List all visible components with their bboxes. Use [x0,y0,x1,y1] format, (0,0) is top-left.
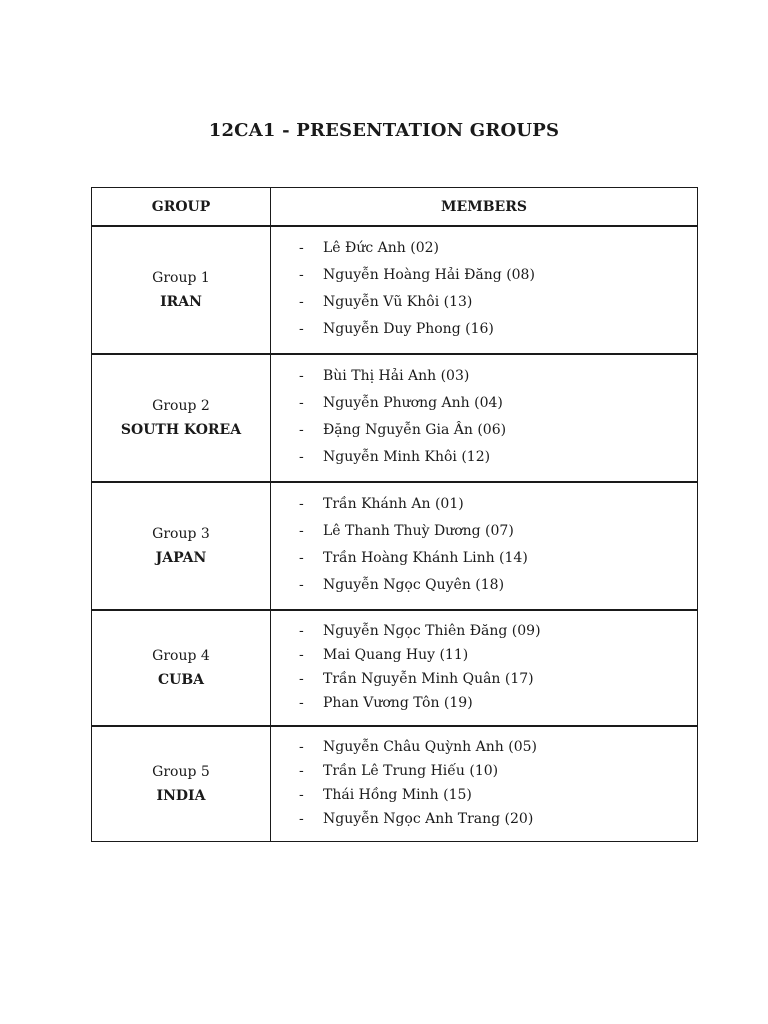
member-name: Trần Nguyễn Minh Quân (17) [323,671,534,687]
table-row [92,482,698,610]
dash-bullet: - [299,739,304,755]
members-list [271,227,697,353]
dash-bullet: - [299,496,304,512]
list-item [271,667,697,691]
member-name: Trần Lê Trung Hiếu (10) [323,763,499,779]
group-number: Group 3 [152,526,210,542]
list-item [271,363,697,390]
member-name: Nguyễn Vũ Khôi (13) [323,294,473,310]
member-name: Đặng Nguyễn Gia Ân (06) [323,422,507,438]
member-name: Lê Đức Anh (02) [323,240,439,256]
group-number: Group 2 [152,398,210,414]
list-item [271,572,697,599]
members-list [271,483,697,609]
table-row [92,354,698,482]
dash-bullet: - [299,294,304,310]
list-item [271,735,697,759]
list-item [271,545,697,572]
group-country: JAPAN [155,550,207,566]
member-name: Nguyễn Phương Anh (04) [323,395,503,411]
group-number: Group 4 [152,648,210,664]
members-list [271,355,697,481]
member-name: Bùi Thị Hải Anh (03) [323,368,470,384]
members-cell [271,482,698,610]
header-members: MEMBERS [271,188,698,227]
dash-bullet: - [299,647,304,663]
group-cell [92,610,271,726]
group-cell [92,354,271,482]
list-item [271,235,697,262]
member-name: Lê Thanh Thuỳ Dương (07) [323,523,514,539]
groups-table [91,187,698,842]
dash-bullet: - [299,787,304,803]
group-number: Group 5 [152,764,210,780]
dash-bullet: - [299,267,304,283]
dash-bullet: - [299,550,304,566]
member-name: Nguyễn Châu Quỳnh Anh (05) [323,739,537,755]
member-name: Phan Vương Tôn (19) [323,695,473,711]
dash-bullet: - [299,321,304,337]
list-item [271,316,697,343]
member-name: Trần Hoàng Khánh Linh (14) [323,550,528,566]
list-item [271,289,697,316]
group-country: INDIA [156,788,206,804]
members-list [271,727,697,841]
dash-bullet: - [299,577,304,593]
dash-bullet: - [299,623,304,639]
members-cell [271,726,698,842]
group-cell [92,726,271,842]
member-name: Nguyễn Ngọc Thiên Đăng (09) [323,623,541,639]
header-group: GROUP [92,188,271,227]
table-row [92,226,698,354]
list-item [271,807,697,831]
member-name: Mai Quang Huy (11) [323,647,469,663]
group-cell [92,226,271,354]
member-name: Nguyễn Ngọc Quyên (18) [323,577,505,593]
members-cell [271,610,698,726]
group-country: SOUTH KOREA [120,422,242,438]
dash-bullet: - [299,523,304,539]
dash-bullet: - [299,695,304,711]
members-cell [271,226,698,354]
member-name: Trần Khánh An (01) [323,496,464,512]
page-title: 12CA1 - PRESENTATION GROUPS [208,120,560,141]
dash-bullet: - [299,671,304,687]
dash-bullet: - [299,240,304,256]
group-number: Group 1 [152,270,210,286]
list-item [271,619,697,643]
member-name: Nguyễn Hoàng Hải Đăng (08) [323,267,535,283]
list-item [271,518,697,545]
member-name: Nguyễn Ngọc Anh Trang (20) [323,811,534,827]
list-item [271,417,697,444]
list-item [271,783,697,807]
member-name: Thái Hồng Minh (15) [323,787,472,803]
dash-bullet: - [299,811,304,827]
dash-bullet: - [299,395,304,411]
dash-bullet: - [299,368,304,384]
dash-bullet: - [299,763,304,779]
members-cell [271,354,698,482]
group-cell [92,482,271,610]
list-item [271,491,697,518]
list-item [271,691,697,715]
group-country: CUBA [157,672,205,688]
list-item [271,390,697,417]
list-item [271,759,697,783]
table-header-row [92,188,698,227]
members-list [271,611,697,725]
list-item [271,643,697,667]
list-item [271,262,697,289]
table-row [92,610,698,726]
group-country: IRAN [160,294,202,310]
dash-bullet: - [299,449,304,465]
list-item [271,444,697,471]
member-name: Nguyễn Minh Khôi (12) [323,449,491,465]
member-name: Nguyễn Duy Phong (16) [323,321,494,337]
dash-bullet: - [299,422,304,438]
table-row [92,726,698,842]
